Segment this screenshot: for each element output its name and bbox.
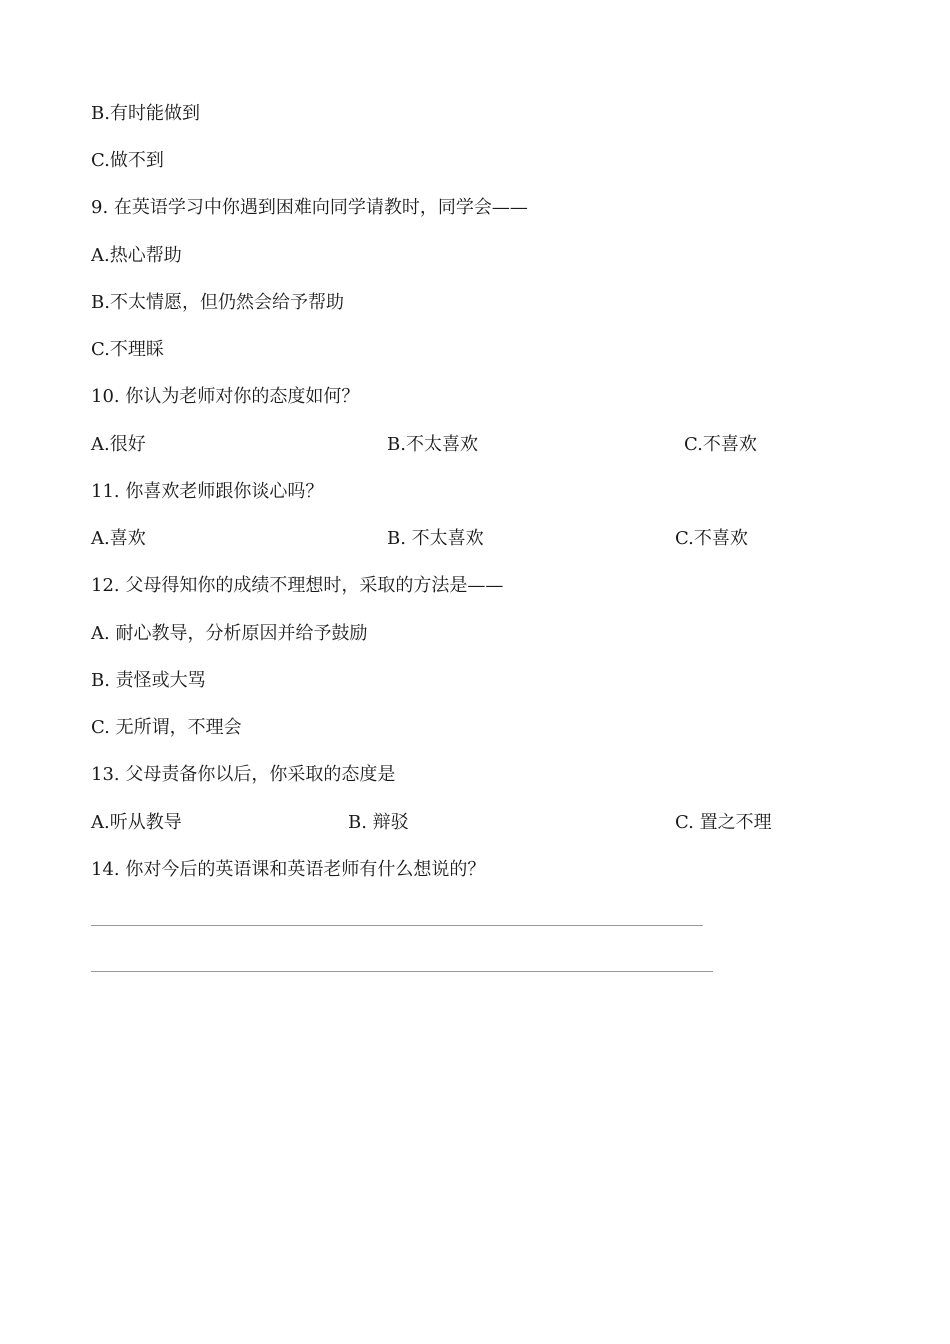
- q11-question: 11. 你喜欢老师跟你谈心吗？: [91, 481, 324, 502]
- q10-option-b: B.不太喜欢: [387, 434, 478, 455]
- q9-option-c: C.不理睬: [91, 339, 164, 360]
- q8-option-c: C.做不到: [91, 150, 164, 171]
- q12-option-c: C. 无所谓，不理会: [91, 717, 242, 738]
- q11-option-b: B. 不太喜欢: [387, 528, 484, 549]
- q10-option-a: A.很好: [91, 434, 146, 455]
- q11-option-a: A.喜欢: [91, 528, 146, 549]
- q13-option-c: C. 置之不理: [675, 812, 772, 833]
- answer-line-1[interactable]: [91, 925, 703, 926]
- q11-option-c: C.不喜欢: [675, 528, 748, 549]
- q12-option-b: B. 责怪或大骂: [91, 670, 206, 691]
- q13-option-a: A.听从教导: [91, 812, 182, 833]
- q9-question: 9. 在英语学习中你遇到困难向同学请教时，同学会——: [91, 197, 528, 218]
- q12-question: 12. 父母得知你的成绩不理想时，采取的方法是——: [91, 575, 504, 596]
- q10-option-c: C.不喜欢: [684, 434, 757, 455]
- q12-option-a: A. 耐心教导，分析原因并给予鼓励: [91, 623, 368, 644]
- q9-option-b: B.不太情愿，但仍然会给予帮助: [91, 292, 344, 313]
- q10-question: 10. 你认为老师对你的态度如何？: [91, 386, 360, 407]
- q8-option-b: B.有时能做到: [91, 103, 200, 124]
- q14-question: 14. 你对今后的英语课和英语老师有什么想说的？: [91, 859, 486, 880]
- q13-option-b: B. 辩驳: [348, 812, 409, 833]
- q13-question: 13. 父母责备你以后，你采取的态度是: [91, 764, 396, 785]
- q9-option-a: A.热心帮助: [91, 245, 182, 266]
- answer-line-2[interactable]: [91, 971, 713, 972]
